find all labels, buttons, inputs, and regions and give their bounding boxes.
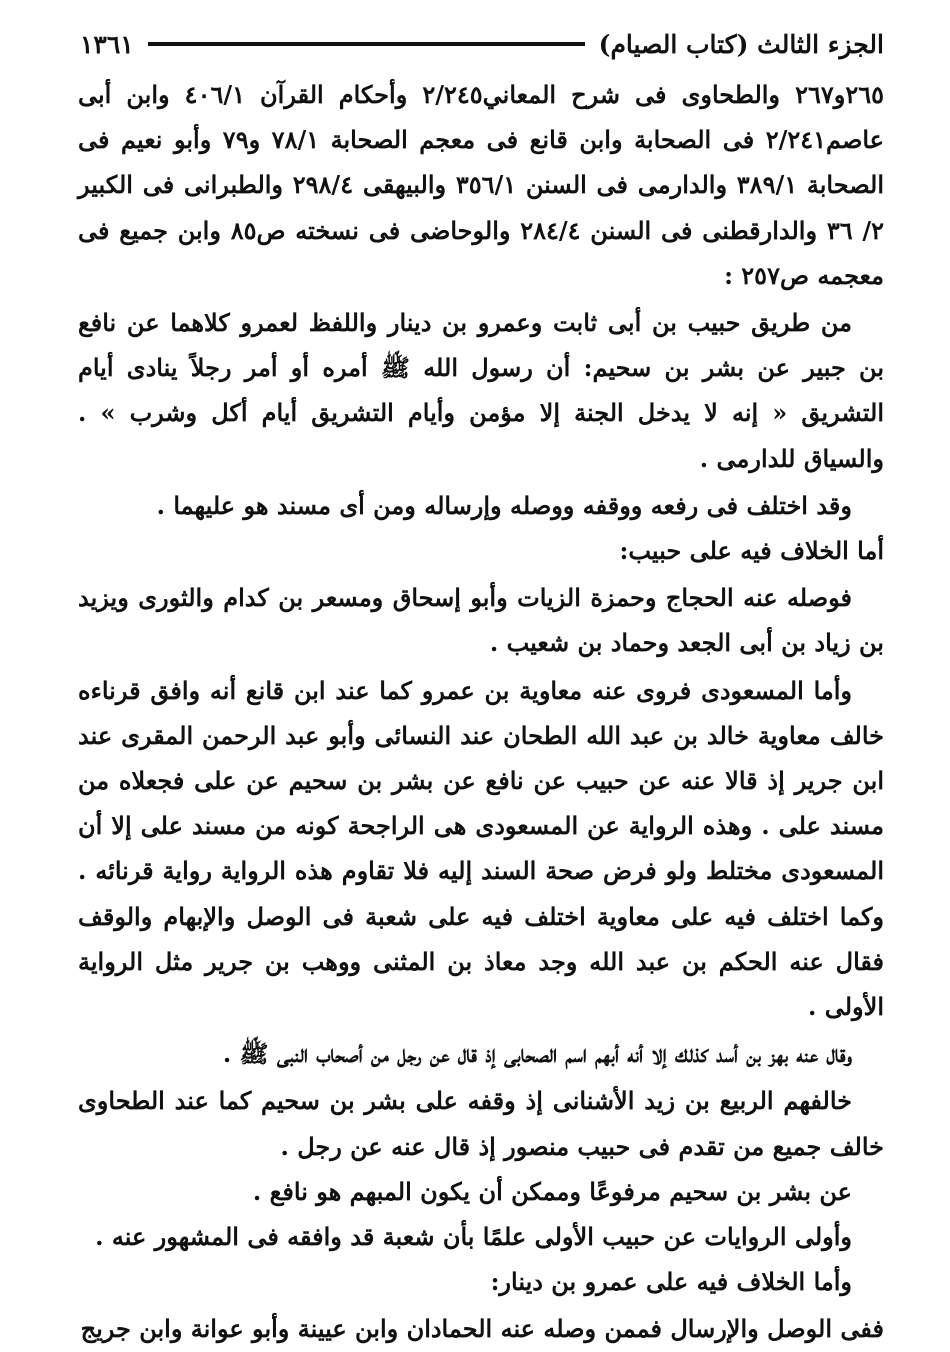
paragraph-connection-mursal: ففى الوصل والإرسال فممن وصله عنه الحمادان وابن عيينة وأبو عوانة وابن جريج bbox=[80, 1314, 884, 1344]
paragraph-masudi: وأما المسعودى فروى عنه معاوية بن عمرو كما عند ابن قانع أنه وافق قرناءه خالف معاوية خالد بن عبد الله الطحان عند النسائى وأبو عبد الرحمن المقرى عند ابن جرير إذ قالا عنه عن حبيب عن نافع عن بشر بن سحيم عن على فجعلاه من مسند على . وهذه الرواية عن المسعودى هى الراجحة كونه من مسند على إلا أن المسعودى مختلط ولو فرض صحة السند إليه فلا تقاوم هذه الرواية رواية قرنائه . وكما اختلف فيه على معاوية اختلف فيه على شعبة فى الوصل والإبهام والوقف فقال عنه الحكم بن عبد الله وجد معاذ بن المثنى ووهب بن جرير مثل الرواية الأولى . bbox=[78, 675, 884, 1022]
paragraph-hadith-chain: من طريق حبيب بن أبى ثابت وعمرو بن دينار واللفظ لعمرو كلاهما عن نافع بن جبير عن بشر بن سحيم: أن رسول الله ﷺ أمره أو أمر رجلاً ينادى أيام التشريق « إنه لا يدخل الجنة إلا مؤمن وأيام التشريق أيام أكل وشرب » . والسياق للدارمى . bbox=[78, 308, 884, 473]
paragraph-preferred-narrations: وأولى الروايات عن حبيب الأولى علمًا بأن شعبة قد وافقه فى المشهور عنه . bbox=[95, 1222, 852, 1252]
paragraph-habib-heading: أما الخلاف فيه على حبيب: bbox=[619, 536, 884, 566]
header-rule bbox=[148, 42, 585, 46]
chapter-title: الجزء الثالث (كتاب الصيام) bbox=[598, 29, 884, 59]
paragraph-amr-heading: وأما الخلاف فيه على عمرو بن دينار: bbox=[490, 1267, 852, 1297]
paragraph-references: ٢٦٥و٢٦٧ والطحاوى فى شرح المعاني٢/٢٤٥ وأحكام القرآن ٤٠٦/١ وابن أبى عاصم٢/٢٤١ فى الصحابة وابن قانع فى معجم الصحابة ٧٨/١ و٧٩ وأبو نعيم فى الصحابة ٣٨٩/١ والدارمى فى السنن ٣٥٦/١ والبيهقى ٢٩٨/٤ والطبرانى فى الكبير ٢/ ٣٦ والدارقطنى فى السنن ٢٨٤/٤ والوحاضى فى نسخته ص٨٥ وابن جميع فى معجمه ص٢٥٧ : bbox=[78, 80, 885, 290]
paragraph-connected-narrators: فوصله عنه الحجاج وحمزة الزيات وأبو إسحاق ومسعر بن كدام والثورى ويزيد بن زياد بن أبى الجعد وحماد بن شعيب . bbox=[78, 583, 884, 658]
running-header bbox=[80, 26, 884, 62]
paragraph-bishr: عن بشر بن سحيم مرفوعًا وممكن أن يكون المبهم هو نافع . bbox=[252, 1176, 852, 1206]
paragraph-disagreement: وقد اختلف فى رفعه ووقفه ووصله وإرساله ومن أى مسند هو عليهما . bbox=[156, 490, 852, 520]
paragraph-bahz: وقال عنه بهز بن أسد كذلك إلا أنه أبهم اسم الصحابى إذ قال عن رجل من أصحاب النبى ﷺ . bbox=[222, 1039, 852, 1069]
body-text bbox=[78, 72, 884, 1352]
page-number: ١٣٦١ bbox=[80, 29, 134, 59]
paragraph-rabi: خالفهم الربيع بن زيد الأشنانى إذ وقفه على بشر بن سحيم كما عند الطحاوى خالف جميع من تقدم فى حبيب منصور إذ قال عنه عن رجل . bbox=[78, 1086, 884, 1161]
